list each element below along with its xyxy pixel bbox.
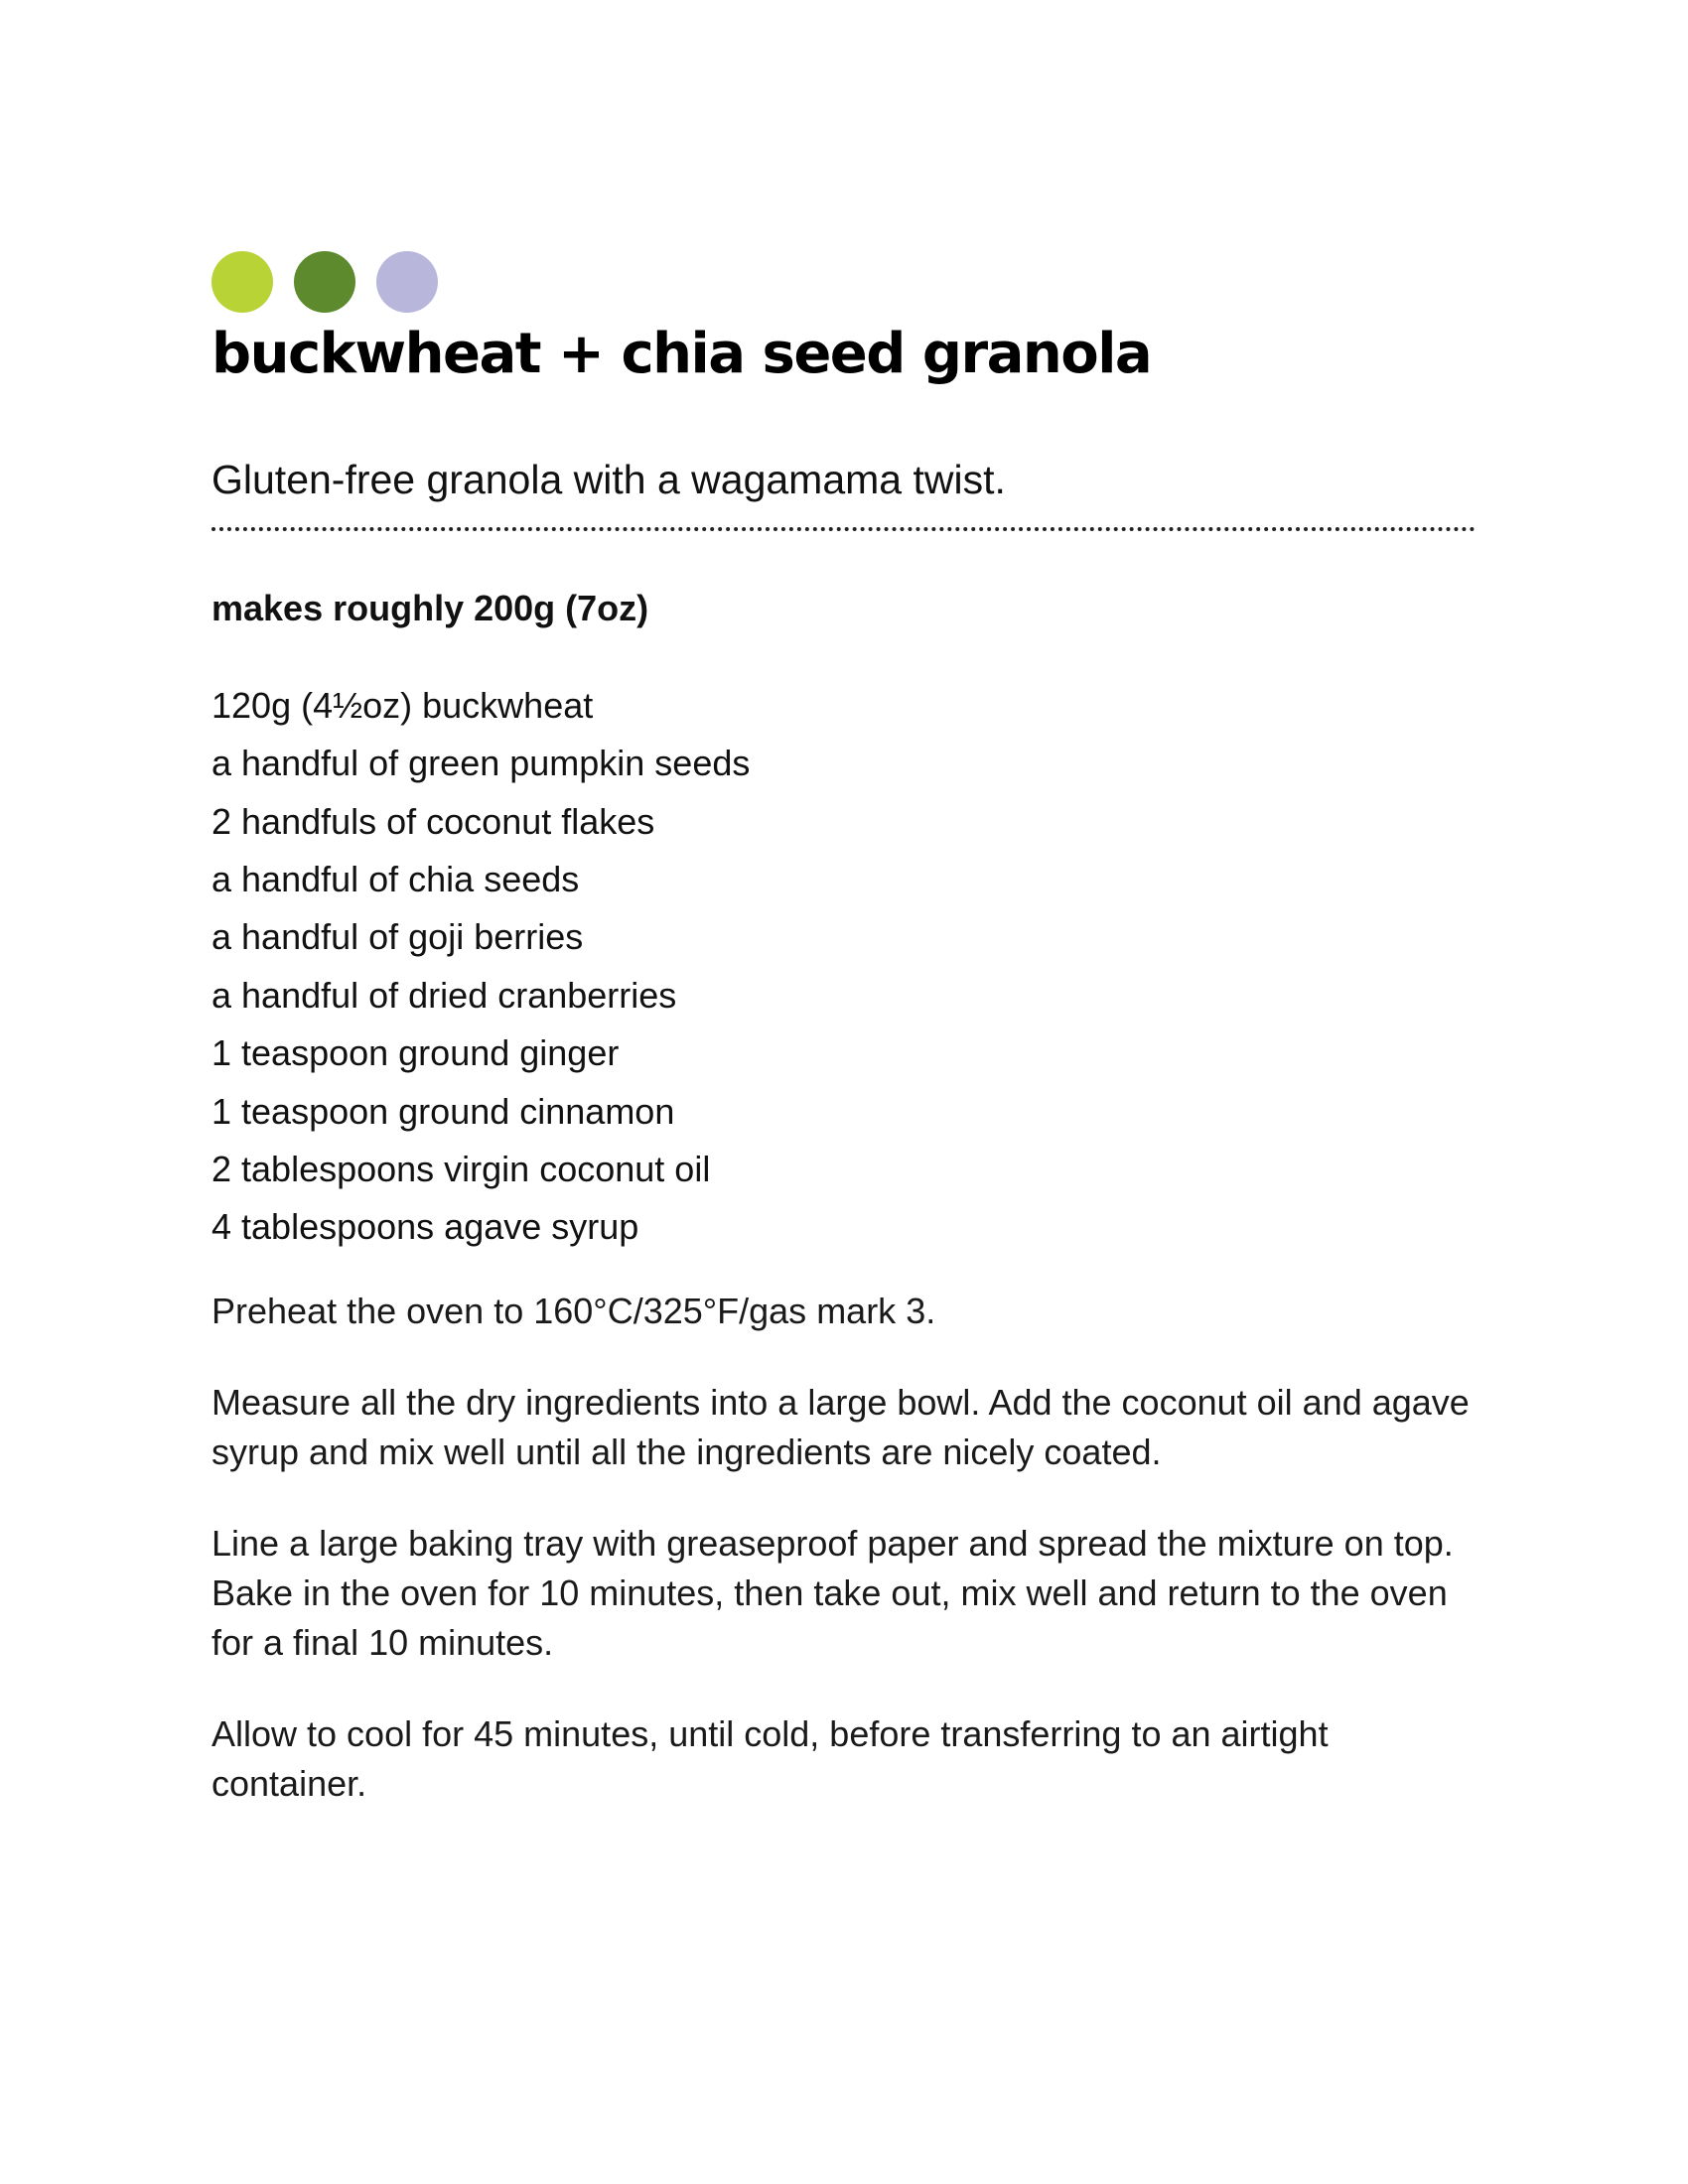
method-section bbox=[211, 1287, 1476, 1809]
ingredient-list bbox=[211, 677, 1476, 1257]
ingredient-item: 2 handfuls of coconut flakes bbox=[211, 800, 655, 842]
method-step: Allow to cool for 45 minutes, until cold, before transferring to an airtight container. bbox=[211, 1712, 1329, 1804]
method-step: Line a large baking tray with greaseproof paper and spread the mixture on top. Bake in the oven for 10 minutes, then take out, mix well and return to the oven for a final 10 minutes. bbox=[211, 1522, 1454, 1663]
lavender-dot-icon bbox=[376, 251, 438, 313]
ingredient-item: a handful of chia seeds bbox=[211, 858, 580, 899]
ingredient-item: a handful of goji berries bbox=[211, 916, 584, 958]
recipe-title: buckwheat + chia seed granola bbox=[211, 322, 1152, 386]
method-step: Measure all the dry ingredients into a large bowl. Add the coconut oil and agave syrup and mix well until all the ingredients are nicely coated. bbox=[211, 1381, 1470, 1472]
color-dots bbox=[211, 251, 1476, 313]
recipe-yield: makes roughly 200g (7oz) bbox=[211, 587, 649, 628]
recipe-page bbox=[211, 251, 1476, 1850]
green-dot-icon bbox=[294, 251, 355, 313]
ingredient-item: 1 teaspoon ground ginger bbox=[211, 1032, 620, 1074]
ingredient-item: 1 teaspoon ground cinnamon bbox=[211, 1090, 675, 1132]
ingredient-item: 4 tablespoons agave syrup bbox=[211, 1206, 639, 1248]
method-step: Preheat the oven to 160°C/325°F/gas mark 3. bbox=[211, 1290, 936, 1331]
ingredient-item: 2 tablespoons virgin coconut oil bbox=[211, 1148, 711, 1189]
ingredient-item: 120g (4½oz) buckwheat bbox=[211, 684, 594, 726]
ingredient-item: a handful of green pumpkin seeds bbox=[211, 743, 751, 784]
lime-dot-icon bbox=[211, 251, 273, 313]
recipe-subtitle: Gluten-free granola with a wagamama twist. bbox=[211, 456, 1476, 530]
ingredient-item: a handful of dried cranberries bbox=[211, 974, 677, 1016]
